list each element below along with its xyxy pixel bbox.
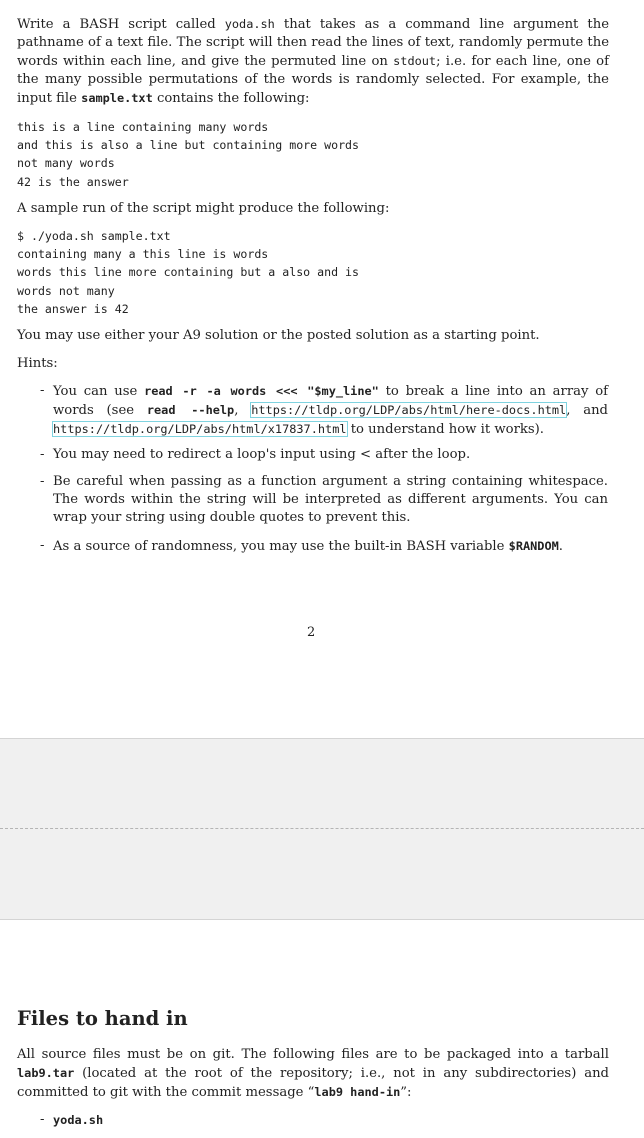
code-line: 42 is the answer [17,174,129,189]
commit-message-code: lab9 hand-in [314,1085,401,1099]
bullet-dash: - [40,1112,45,1127]
starting-point-paragraph: You may use either your A9 solution or the posted solution as a starting point. [17,328,540,343]
hand-in-paragraph [17,1046,609,1102]
hint-text: to understand how it works). [346,422,544,437]
sample-file-code: sample.txt [81,91,153,105]
code-line: the answer is 42 [17,301,129,316]
bullet-dash: - [40,538,45,553]
hint-text: to break a line into an array of words (see [53,384,609,418]
bullet-dash: - [40,474,45,489]
hints-label: Hints: [17,356,58,371]
hint-text: Be careful when passing as a function argument a string containing whitespace. The words within the string will be interpreted as different arguments. You can wrap your string using double quotes to prevent this. [53,474,608,525]
hint-item [40,382,608,439]
hint-text: . [558,539,563,554]
code-line: words this line more containing but a also and is [17,265,360,280]
hint-text: As a source of randomness, you may use the built-in BASH variable [53,539,509,554]
page-gap [0,738,644,829]
intro-paragraph [17,15,609,108]
hint-item [40,473,608,527]
x17837-link[interactable]: https://tldp.org/LDP/abs/html/x17837.html [53,422,347,436]
file-name-code: yoda.sh [53,1113,104,1127]
intro-text: ; i.e. for each line, one of the many possible permutations of the words is randomly selected. For example, the input file [17,54,609,106]
hint-text: , and [566,403,609,418]
code-line: containing many a this line is words [17,247,269,262]
intro-text: contains the following: [152,91,310,106]
here-docs-link[interactable]: https://tldp.org/LDP/abs/html/here-docs.html [251,403,567,417]
bullet-dash: - [40,383,45,398]
bullet-dash: - [40,447,45,462]
sample-output-block [17,227,359,318]
code-line: not many words [17,156,115,171]
stdout-code: stdout [393,54,437,68]
intro-text: Write a BASH script called [17,17,225,32]
hand-in-text: ”: [400,1085,412,1100]
page-number: 2 [307,625,316,640]
hint-text: , [234,403,252,418]
file-list-item [40,1111,608,1129]
read-help-code: read --help [146,403,235,417]
hint-item [40,537,608,556]
code-line: $ ./yoda.sh sample.txt [17,229,171,243]
tarball-name-code: lab9.tar [17,1066,75,1080]
hint-text: You may need to redirect a loop's input using < after the loop. [53,447,471,462]
code-line: and this is also a line but containing more words [17,138,360,153]
hint-text: You can use [53,384,145,399]
hand-in-text: All source files must be on git. The following files are to be packaged into a tarball [17,1047,609,1062]
code-line: this is a line containing many words [17,120,269,134]
script-name-code: yoda.sh [224,17,275,31]
random-variable-code: $RANDOM [508,539,559,553]
sample-run-intro: A sample run of the script might produce the following: [17,201,390,216]
intro-text: that takes as a command line argument the pathname of a text file. The script will then read the lines of text, randomly permute the words within each line, and give the permuted line on [17,17,609,69]
sample-input-block [17,118,359,191]
hint-item [40,446,608,464]
read-command-code: read -r -a words <<< "$my_line" [144,384,379,398]
section-heading: Files to hand in [17,1007,188,1030]
hand-in-text: (located at the root of the repository; i.e., not in any subdirectories) and committed to git with the commit message “ [17,1066,609,1100]
code-line: words not many [17,283,115,298]
page-gap [0,829,644,920]
